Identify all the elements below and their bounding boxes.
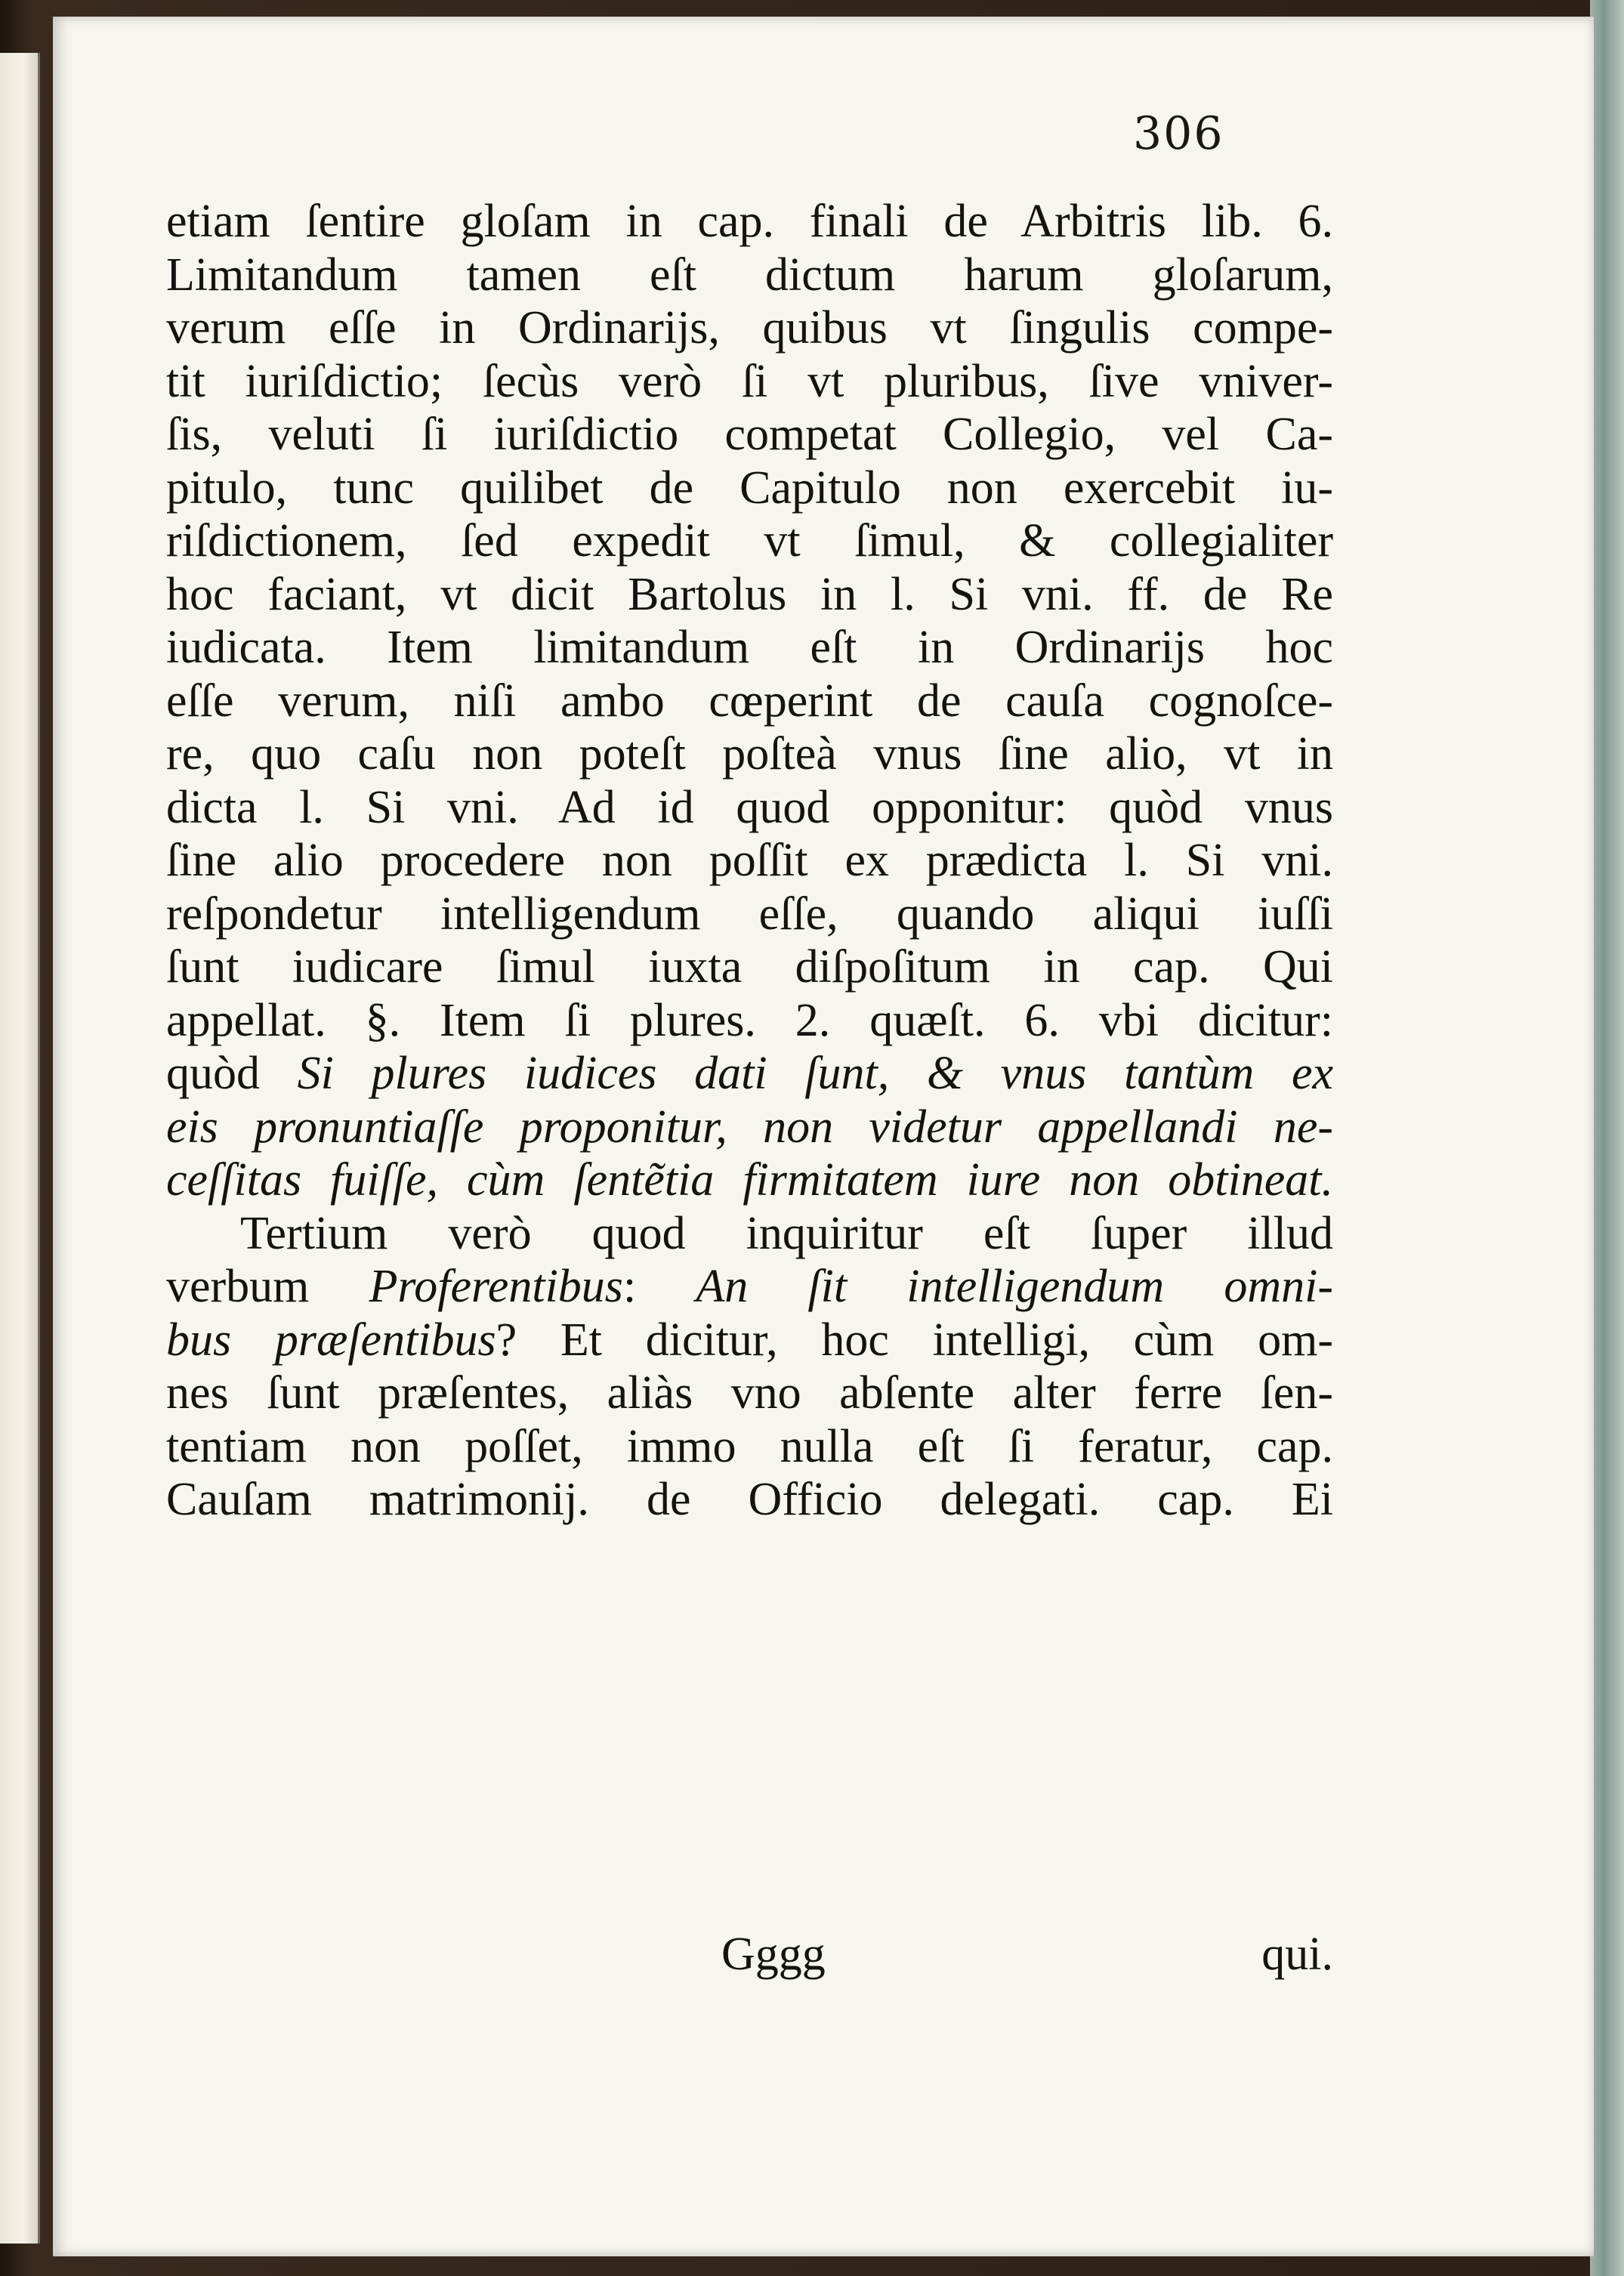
quotation: Si plures iudices dati ſunt, & vnus tantùm ex [297,1048,1334,1099]
italic-question: bus præſentibus [166,1314,496,1366]
text-line: quòd Si plures iudices dati ſunt, & vnus tantùm ex [166,1048,1334,1099]
text-line: appellat. §. Item ſi plures. 2. quæſt. 6. vbi dicitur: [166,994,1333,1046]
signature-mark: Gggg [721,1929,826,1980]
text-line: nes ſunt præſentes, aliàs vno abſente alter ferre ſen- [166,1367,1333,1419]
page-number: 306 [1133,107,1224,160]
quotation: eis pronuntiaſſe proponitur, non videtur appellandi ne- [166,1101,1333,1153]
text-line: ſunt iudicare ſimul iuxta diſpoſitum in cap. Qui [166,941,1333,993]
left-page-edge [0,53,40,2244]
text-line: riſdictionem, ſed expedit vt ſimul, & collegialiter [166,515,1333,567]
text-line [166,1101,1333,1154]
body-text [166,195,1333,1527]
italic-term: Proferentibus [369,1261,623,1312]
italic-question: An ſit intelligendum omni- [696,1261,1333,1312]
text-line: verbum Proferentibus: An ſit intelligendum omni- [166,1261,1333,1312]
text-line: bus præſentibus? Et dicitur, hoc intelligi, cùm om- [166,1314,1334,1366]
text-line: reſpondetur intelligendum eſſe, quando aliqui iuſſi [166,888,1333,940]
text-line: tentiam non poſſet, immo nulla eſt ſi feratur, cap. [166,1420,1333,1472]
text-line: ſine alio procedere non poſſit ex prædicta l. Si vni. [166,835,1333,886]
text-line: tit iuriſdictio; ſecùs verò ſi vt pluribus, ſive vniver- [166,355,1333,407]
quotation: ceſſitas fuiſſe, cùm ſentẽtia firmitatem iure non obtineat. [166,1154,1333,1206]
text-line: etiam ſentire gloſam in cap. finali de Arbitris lib. 6. [166,196,1333,247]
text-line: verum eſſe in Ordinarijs, quibus vt ſingulis compe- [166,302,1333,354]
text-line: eſſe verum, niſi ambo cœperint de cauſa cognoſce- [166,675,1333,727]
text-line: ſis, veluti ſi iuriſdictio competat Collegio, vel Ca- [166,409,1333,460]
paragraph-start-line: Tertium verò quod inquiritur eſt ſuper illud [240,1207,1333,1259]
page-footer [166,1928,1333,1988]
text-line: re, quo caſu non poteſt poſteà vnus ſine alio, vt in [166,728,1333,780]
text-line: Cauſam matrimonij. de Officio delegati. cap. Ei [166,1474,1333,1525]
text-line: pitulo, tunc quilibet de Capitulo non exercebit iu- [166,462,1333,514]
text-line: hoc faciant, vt dicit Bartolus in l. Si vni. ff. de Re [166,568,1333,620]
book-fore-edge [1590,0,1624,2276]
text-line: Limitandum tamen eſt dictum harum gloſarum, [166,249,1333,301]
text-line: dicta l. Si vni. Ad id quod opponitur: quòd vnus [166,781,1333,833]
catchword: qui. [1261,1929,1333,1980]
page [53,17,1594,2256]
text-line: iudicata. Item limitandum eſt in Ordinarijs hoc [166,622,1333,673]
text-line [166,1153,1333,1207]
